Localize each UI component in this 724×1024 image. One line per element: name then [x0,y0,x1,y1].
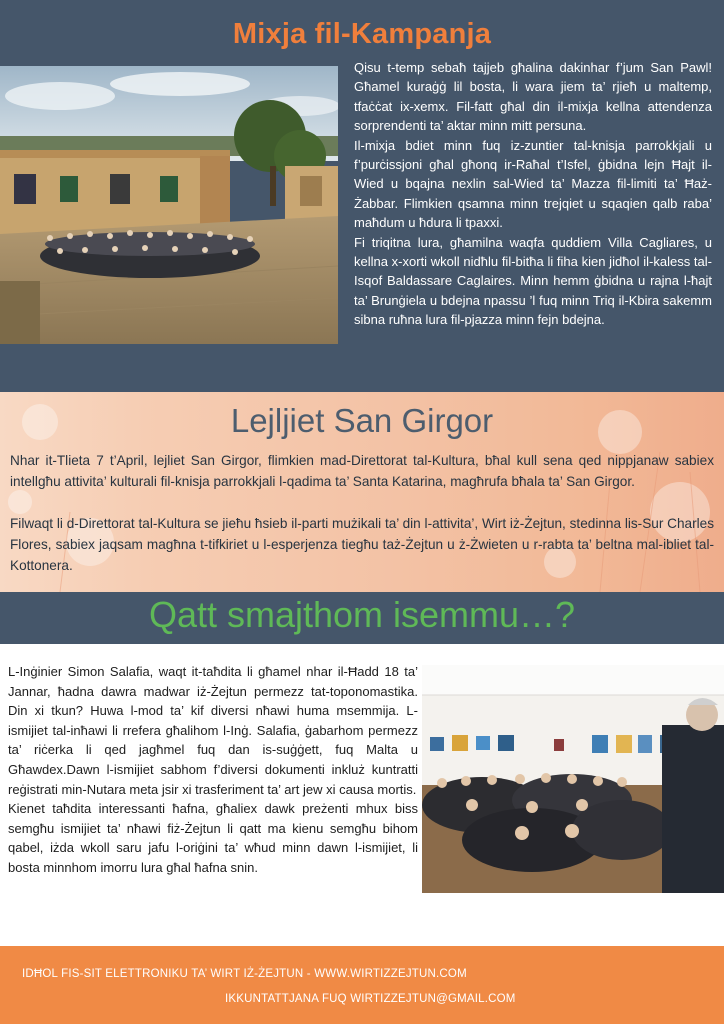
toponymy-title: Qatt smajthom isemmu…? [148,594,576,635]
walk-section-body [354,58,712,330]
group-walk-photo [0,66,338,344]
san-girgor-section [0,392,724,592]
toponymy-body [8,662,418,878]
paragraph: Fi triqitna lura, għamilna waqfa quddiem Villa Cagliares, u kellna x-xorti wkoll nidħlu fil-bitħa li fiha kien jidħol il-kaless tal-Isqof Baldassare Caglaires. Minn hemm ġbidna u rajna l-ħajt ta’ Brunġiela u bdejna npassu ’l fuq minn Triq il-Kbira sakemm sibna ruħna lura fil-pjazza minn fejn bdejna. [354,234,712,328]
paragraph: Nhar it-Tlieta 7 t’April, lejliet San Girgor, flimkien mad-Direttorat tal-Kultura, bħal kull sena qed nippjanaw sabiex intellgħu attivita’ kulturali fil-knisja parrokkjali l-qadima ta’ Santa Katarina, magħrufa bħala ta’ San Girgor. [10,453,714,489]
san-girgor-title: Lejljiet San Girgor [230,402,494,439]
paragraph: Filwaqt li d-Direttorat tal-Kultura se jieħu ħsieb il-parti mużikali ta’ din l-attivita’, Wirt iż-Żejtun, stedinna lis-Sur Charles Flores, sabiex jaqsam magħna t-tifkiriet u l-esperjenza tiegħu taż-Żejtun u ż-Żwieten u r-rabta ta’ beltna mal-ibliet tal-Kottonera. [10,516,714,573]
footer-email-line: IKKUNTATTJANA FUQ WIRTIZZEJTUN@GMAIL.COM [225,993,516,1005]
walk-section-title: Mixja fil-Kampanja [232,18,492,50]
footer-website-line: IDĦOL FIS-SIT ELETTRONIKU TA’ WIRT IŻ-ŻEJTUN - WWW.WIRTIZZEJTUN.COM [22,968,467,980]
paragraph: Kienet taħdita interessanti ħafna, għaliex dawk preżenti mhux biss semgħu ismijiet ta’ nħawi fiż-Żejtun li qatt ma kienu semgħu bihom qabel, iżda wkoll saru jafu l-oriġini ta’ wħud minn dawn l-ismijiet, li bosta minnhom imorru lura għal ħafna snin. [8,801,418,875]
walk-section [0,0,724,392]
footer [0,946,724,1024]
san-girgor-body [10,450,714,592]
paragraph: Qisu t-temp sebaħ tajjeb għalina dakinhar f’jum San Pawl! Għamel kuraġġ lil bosta, li wara jiem ta’ rjieħ u maltemp, tfaċċat ix-xemx. Fil-fatt għal din il-mixja kellna attendenza sorprendenti ta’ aktar minn mitt persuna. [354,60,712,134]
toponymy-section [0,592,724,946]
paragraph: Il-mixja bdiet minn fuq iz-zuntier tal-knisja parrokkjali u f’purċissjoni għal għonq ir-Raħal t’Isfel, ġbidna lejn Ħajt il-Wied u bqajna nexlin sal-Wied ta’ Mazza fil-limiti ta’ Ħaż-Żabbar. Flimkien qsamna minn trejqiet u sqaqien qalb raba’ maħdum u ħdura li tpaxxi. [354,137,712,231]
paragraph: L-Inġinier Simon Salafia, waqt it-taħdita li għamel nhar il-Ħadd 18 ta’ Jannar, ħadna dawra madwar iż-Żejtun permezz tat-toponomastika. Din xi tkun? Huwa l-mod ta’ kif diversi nħawi huma msemmija. L-ismijiet tal-inħawi li rrefera għalihom l-Inġ. Salafia, ġabarhom permezz ta’ riċerka li qed jagħmel fuq dan is-suġġett, fuq Malta u Għawdex.Dawn l-ismijiet sabhom f’diversi dokumenti inkluż kuntratti reġistrati min-Nutara meta jsir xi trasferiment ta’ art jew xi causa mortis. [8,664,418,797]
talk-audience-photo [422,665,724,893]
